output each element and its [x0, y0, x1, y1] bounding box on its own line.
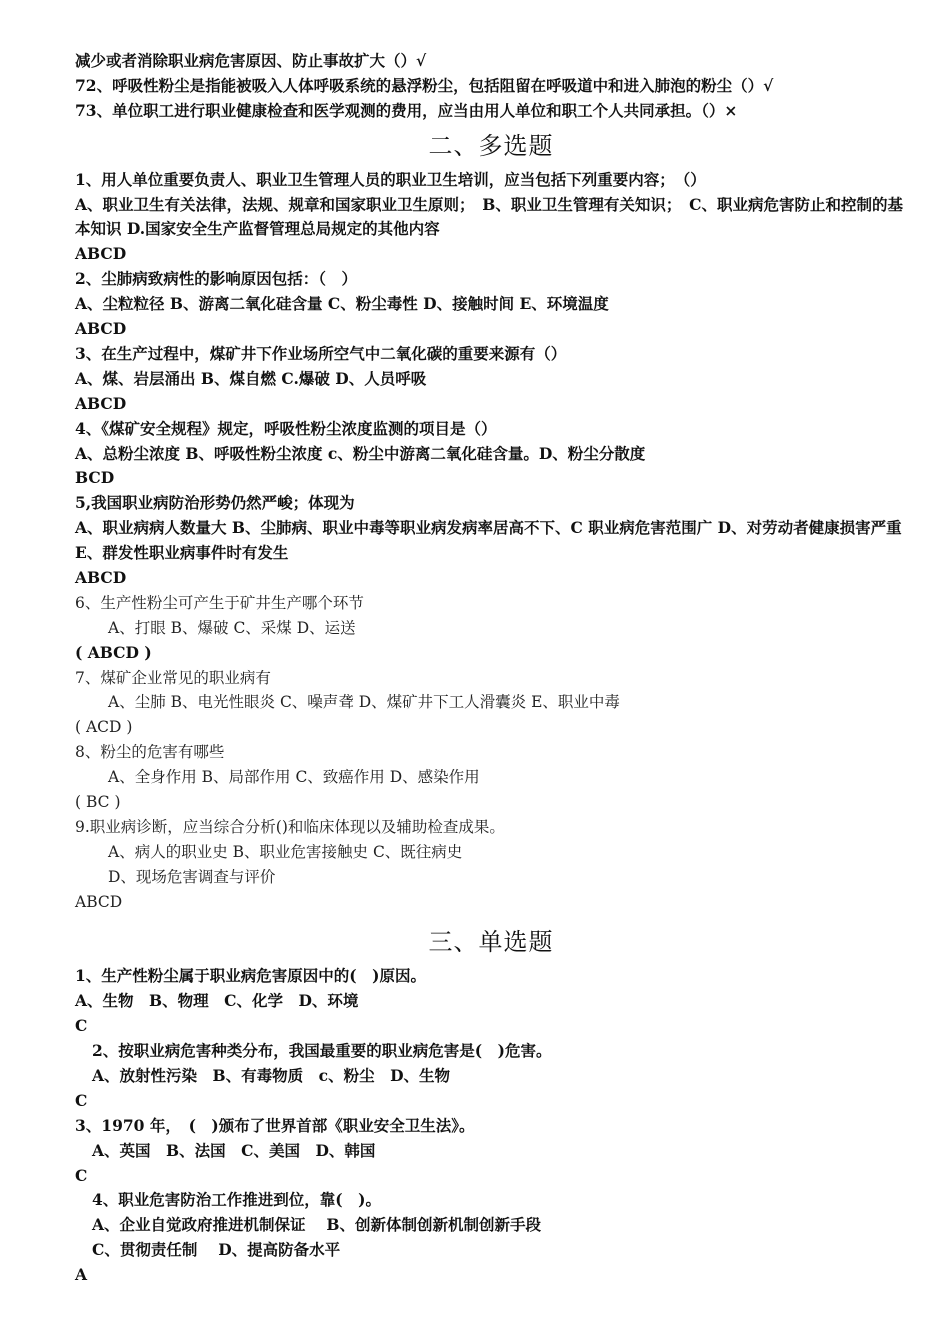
multi-q7: 7、煤矿企业常见的职业病有 — [75, 668, 271, 687]
multi-q8: 8、粉尘的危害有哪些 — [75, 743, 225, 762]
multi-q3-options: A、煤、岩层涌出 B、煤自燃 C.爆破 D、人员呼吸 — [75, 368, 427, 388]
multi-q6-options: A、打眼 B、爆破 C、采煤 D、运送 — [108, 618, 356, 637]
section-heading-multi: 二、多选题 — [428, 131, 554, 160]
single-q3-options: A、英国 B、法国 C、美国 D、韩国 — [92, 1140, 376, 1160]
multi-q2-answer: ABCD — [75, 319, 127, 339]
multi-q7-answer: ( ACD ) — [75, 718, 133, 737]
multi-q2-options: A、尘粒粒径 B、游离二氧化硅含量 C、粉尘毒性 D、接触时间 E、环境温度 — [75, 294, 609, 314]
single-q1-answer: C — [75, 1016, 88, 1036]
single-q1: 1、生产性粉尘属于职业病危害原因中的( )原因。 — [75, 966, 426, 986]
multi-q4-options: A、总粉尘浓度 B、呼吸性粉尘浓度 c、粉尘中游离二氧化硅含量。D、粉尘分散度 — [75, 443, 646, 463]
single-q2-options: A、放射性污染 B、有毒物质 c、粉尘 D、生物 — [92, 1066, 451, 1086]
multi-q8-answer: ( BC ) — [75, 793, 121, 811]
multi-q5-answer: ABCD — [75, 567, 127, 587]
text-line: 减少或者消除职业病危害原因、防止事故扩大（）√ — [75, 51, 427, 70]
single-q2-answer: C — [75, 1090, 88, 1110]
multi-q9-options-1: A、病人的职业史 B、职业危害接触史 C、既往病史 — [108, 842, 463, 861]
multi-q9: 9.职业病诊断，应当综合分析()和临床体现以及辅助检查成果。 — [75, 817, 505, 836]
multi-q1-answer: ABCD — [75, 244, 127, 264]
multi-q9-options-2: D、现场危害调查与评价 — [108, 867, 276, 886]
single-q2: 2、按职业病危害种类分布，我国最重要的职业病危害是( )危害。 — [92, 1041, 552, 1061]
question-72: 72、呼吸性粉尘是指能被吸入人体呼吸系统的悬浮粉尘，包括阻留在呼吸道中和进入肺泡的粉尘（）√ — [75, 75, 774, 95]
multi-q5: 5,我国职业病防治形势仍然严峻；体现为 — [75, 493, 355, 513]
section-heading-single: 三、单选题 — [428, 928, 554, 957]
multi-q7-options: A、尘肺 B、电光性眼炎 C、噪声聋 D、煤矿井下工人滑囊炎 E、职业中毒 — [108, 693, 620, 712]
multi-q3: 3、在生产过程中，煤矿井下作业场所空气中二氧化碳的重要来源有（） — [75, 343, 567, 363]
single-q4-options-2: C、贯彻责任制 D、提高防备水平 — [92, 1240, 341, 1260]
multi-q1: 1、用人单位重要负责人、职业卫生管理人员的职业卫生培训，应当包括下列重要内容； （） — [75, 169, 706, 189]
single-q4-answer: A — [75, 1265, 88, 1285]
single-q4-options-1: A、企业自觉政府推进机制保证 B、创新体制创新机制创新手段 — [92, 1215, 542, 1235]
multi-q8-options: A、全身作用 B、局部作用 C、致癌作用 D、感染作用 — [108, 768, 480, 787]
multi-q9-answer: ABCD — [75, 892, 123, 911]
multi-q4: 4、《煤矿安全规程》规定，呼吸性粉尘浓度监测的项目是（） — [75, 418, 497, 438]
single-q4: 4、职业危害防治工作推进到位，靠( )。 — [92, 1190, 381, 1210]
single-q1-options: A、生物 B、物理 C、化学 D、环境 — [75, 991, 359, 1011]
multi-q4-answer: BCD — [75, 468, 115, 488]
multi-q6-answer: ( ABCD ) — [75, 642, 152, 662]
question-73: 73、单位职工进行职业健康检查和医学观测的费用，应当由用人单位和职工个人共同承担。（）× — [75, 100, 738, 120]
multi-q5-options: A、职业病病人数量大 B、尘肺病、职业中毒等职业病发病率居高不下、C 职业病危害范围广 D、对劳动者健康损害严重 E、群发性职业病事件时有发生 — [75, 518, 902, 563]
multi-q1-options: A、职业卫生有关法律，法规、规章和国家职业卫生原则； B、职业卫生管理有关知识； C、职业病危害防止和控制的基本知识 D.国家安全生产监督管理总局规定的其他内容 — [75, 194, 903, 239]
multi-q6: 6、生产性粉尘可产生于矿井生产哪个环节 — [75, 593, 364, 612]
single-q3: 3、1970 年， ( )颁布了世界首部《职业安全卫生法》。 — [75, 1115, 475, 1135]
single-q3-answer: C — [75, 1165, 88, 1185]
multi-q3-answer: ABCD — [75, 393, 127, 413]
document-page — [75, 49, 907, 1288]
multi-q2: 2、尘肺病致病性的影响原因包括：（ ） — [75, 269, 358, 289]
